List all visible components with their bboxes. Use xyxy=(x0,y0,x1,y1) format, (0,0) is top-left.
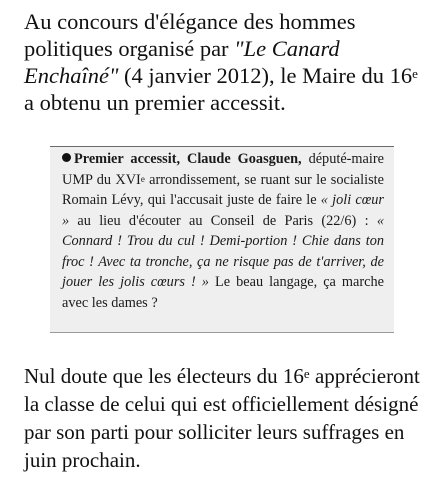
outro-paragraph xyxy=(24,362,434,474)
intro-paragraph xyxy=(24,8,429,116)
clipping-text xyxy=(62,149,384,313)
clipping-superscript: e xyxy=(140,173,145,184)
outro-text-1: Nul doute que les électeurs du 16 xyxy=(24,364,304,388)
newspaper-clipping xyxy=(50,146,394,333)
clipping-text-3: au lieu d'écouter au Conseil de Paris (22/6) : xyxy=(69,212,377,229)
intro-text-3: a obtenu un premier accessit. xyxy=(24,90,286,115)
clipping-heading: Premier accessit, Claude Goasguen, xyxy=(74,151,302,167)
outro-superscript: e xyxy=(303,366,310,381)
intro-superscript: e xyxy=(412,66,418,81)
clipping-quote-1: « joli cœur » xyxy=(62,192,384,229)
bullet-icon xyxy=(62,153,71,162)
clipping-text-1: député-maire UMP du XVI xyxy=(62,151,384,188)
outro-text-2: apprécieront la classe de celui qui est officiellement désigné par son parti pour solliciter leurs suffrages en juin prochain. xyxy=(24,364,420,472)
intro-text-2: (4 janvier 2012), le Maire du 16 xyxy=(118,63,413,88)
intro-text-1: Au concours d'élégance des hommes politiques organisé par xyxy=(24,9,356,61)
clipping-quote-2: « Connard ! Trou du cul ! Demi-portion ! Chie dans ton froc ! Avec ta tronche, ça ne risque pas de t'arriver, de jouer les jolis cœurs ! » xyxy=(62,212,384,290)
clipping-text-4: Le beau langage, ça marche avec les dames ? xyxy=(62,274,384,311)
clipping-text-2: arrondissement, se ruant sur le socialiste Romain Lévy, qui l'accusait juste de faire le xyxy=(62,171,384,208)
newspaper-name: "Le Canard Enchaîné" xyxy=(24,36,340,88)
